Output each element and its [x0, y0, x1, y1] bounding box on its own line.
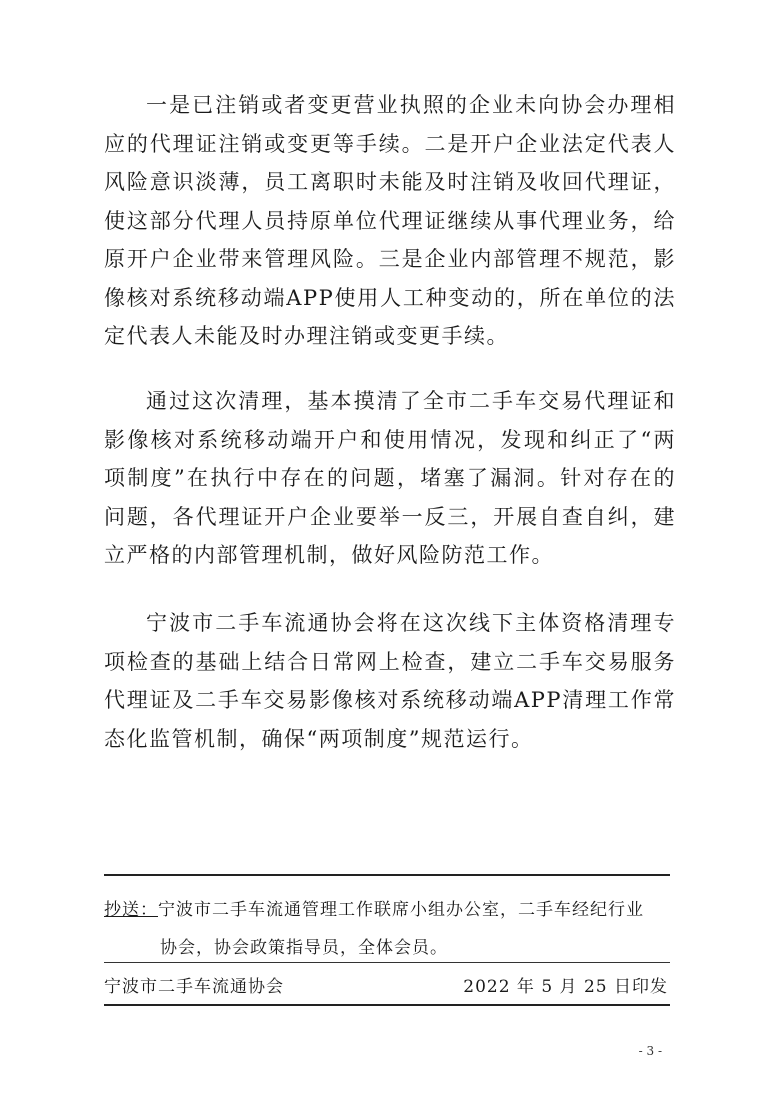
cc-label: 抄送：: [104, 900, 158, 920]
issuer-name: 宁波市二手车流通协会: [104, 977, 284, 997]
cc-line-1: [104, 890, 676, 930]
page-number: - 3 -: [638, 1044, 662, 1058]
print-date: 2022 年 5 月 25 日印发: [463, 977, 668, 997]
body-paragraph-2: 通过这次清理，基本摸清了全市二手车交易代理证和影像核对系统移动端开户和使用情况，发现和纠正了“两项制度”在执行中存在的问题，堵塞了漏洞。针对存在的问题，各代理证开户企业要举一反三，开展自查自纠，建立严格的内部管理机制，做好风险防范工作。: [104, 389, 676, 567]
body-paragraph-1: 一是已注销或者变更营业执照的企业未向协会办理相应的代理证注销或变更等手续。二是开户企业法定代表人风险意识淡薄，员工离职时未能及时注销及收回代理证，使这部分代理人员持原单位代理证继续从事代理业务，给原开户企业带来管理风险。三是企业内部管理不规范，影像核对系统移动端APP使用人工种变动的，所在单位的法定代表人未能及时办理注销或变更手续。: [104, 93, 676, 348]
cc-recipients-line-1: 宁波市二手车流通管理工作联席小组办公室，二手车经纪行业: [158, 900, 644, 920]
footer-middle-rule: [104, 962, 670, 963]
footer-top-rule: [104, 874, 670, 876]
cc-recipients-line-2: 协会，协会政策指导员，全体会员。: [160, 938, 448, 958]
footer-bottom-rule: [104, 1004, 670, 1006]
body-paragraph-3: 宁波市二手车流通协会将在这次线下主体资格清理专项检查的基础上结合日常网上检查，建立二手车交易服务代理证及二手车交易影像核对系统移动端APP清理工作常态化监管机制，确保“两项制度”规范运行。: [104, 611, 676, 751]
